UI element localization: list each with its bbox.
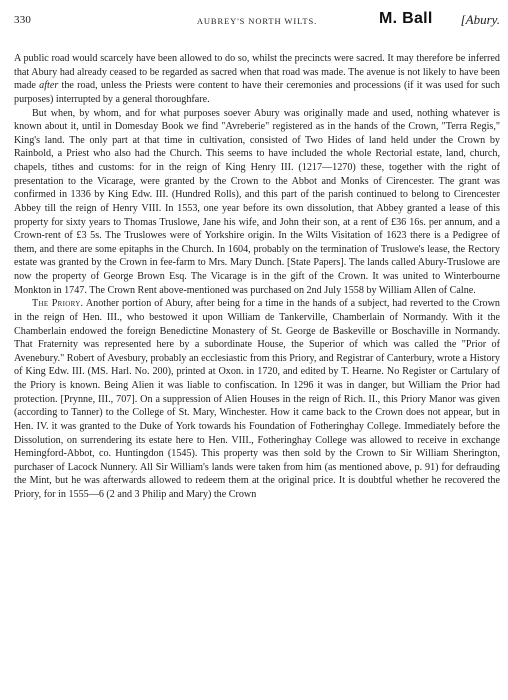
paragraph-domesday: But when, by whom, and for what purposes soever Abury was originally made and used, nothing whatever is known about it, until in Domesday Book we find "Avreberie" registered as in the hands of the Crown, "Terra Regis," King's land. The only part at that time in cultivation, consisted of Two Hides of land held under the Crown by Rainbold, a Priest who also had the Church. This seems to have included the whole Rectorial estate, land, church, chapels, tithes and customs: for in the reign of King Henry III. (1217—1270) these, together with the right of presentation to the Vicarage, were granted by the Crown to the Abbot and Monks of Cirencester. The grant was confirmed in 1336 by King Edw. III. (Hundred Rolls), and this part of the parish continued to belong to Cirencester Abbey till the reign of Henry VIII. In 1553, one year before its own dissolution, that Abbey granted a lease of this property for sixty years to Thomas Truslowe, Jane his wife, and John their son, at a rent of £36 16s. per annum, and a Crown-rent of £3 5s. The Truslowes were of Yorkshire origin. In the Wilts Visitation of 1623 there is a Pedigree of them, and there are some epitaphs in the Church. In 1604, probably on the termination of Truslowe's lease, the Rectory estate was granted by the Crown in fee-farm to Mrs. Mary Dunch. [State Papers]. The lands called Abury-Truslowe are now the property of George Brown Esq. The Vicarage is in the gift of the Crown. It was united to Winterbourne Monkton in 1747. The Crown Rent above-mentioned was purchased on 2nd July 1558 by William Allen of Calne.	[14, 107, 500, 296]
body-text	[14, 52, 500, 502]
owner-stamp: M. Ball	[379, 10, 433, 27]
page-number: 330	[14, 14, 32, 26]
running-title: AUBREY'S NORTH WILTS.	[196, 16, 318, 26]
book-page	[14, 6, 500, 500]
section-label: [Abury.	[460, 12, 500, 27]
emphasis-after: after	[39, 80, 59, 92]
paragraph-road: A public road would scarcely have been allowed to do so, whilst the precincts were sacred. It may therefore be inferred that Abury had already ceased to be regarded as sacred when that road was made. The avenue is not likely to have been made after the road, unless the Priests were content to have their ceremonies and processions (if it was used for such purposes) interrupted by a general thoroughfare.	[14, 53, 500, 105]
paragraph-priory: The Priory. Another portion of Abury, after being for a time in the hands of a subject, had reverted to the Crown in the reign of Hen. III., who bestowed it upon William de Tankerville, Chamberlain of Normandy. With it the Chamberlain endowed the foreign Benedictine Monastery of St. George de Baskeville or Boschaville in Normandy. That Fraternity was represented here by a subordinate House, the Superior of which was called the "Prior of Avenebury." Robert of Avesbury, probably an ecclesiastic from this Priory, and Registrar of Canterbury, wrote a History of King Edw. III. (MS. Harl. No. 200), printed at Oxon. in 1720, and edited by T. Hearne. No Register or Cartulary of the Priory is known. Being Alien it was liable to confiscation. In 1296 it was in danger, but William the Prior had protection. [Prynne, III., 707]. On a suppression of Alien Houses in the reign of Rich. II., this Priory Manor was given (according to Tanner) to the College of St. Mary, Winchester. How it came back to the Crown does not appear, but in Hen. IV. it was granted to the Duke of York towards his Foundation of Fotheringhay College. Immediately before the Dissolution, on surrendering its estate here to Hen. VIII., Fotheringhay College was allowed to receive in exchange Hemingford-Abbot, co. Huntingdon (1545). This property was then sold by the Crown to Sir William Sherington, purchaser of Lacock Nunnery. All Sir William's lands were taken from him (as mentioned above, p. 91) for defrauding the Mint, but he was afterwards allowed to redeem them at the original price. It is doubtful whether he recovered the Priory, for in 1555—6 (2 and 3 Philip and Mary) the Crown	[14, 298, 500, 500]
section-heading-priory: The Priory.	[32, 298, 84, 310]
page-header	[14, 6, 500, 36]
